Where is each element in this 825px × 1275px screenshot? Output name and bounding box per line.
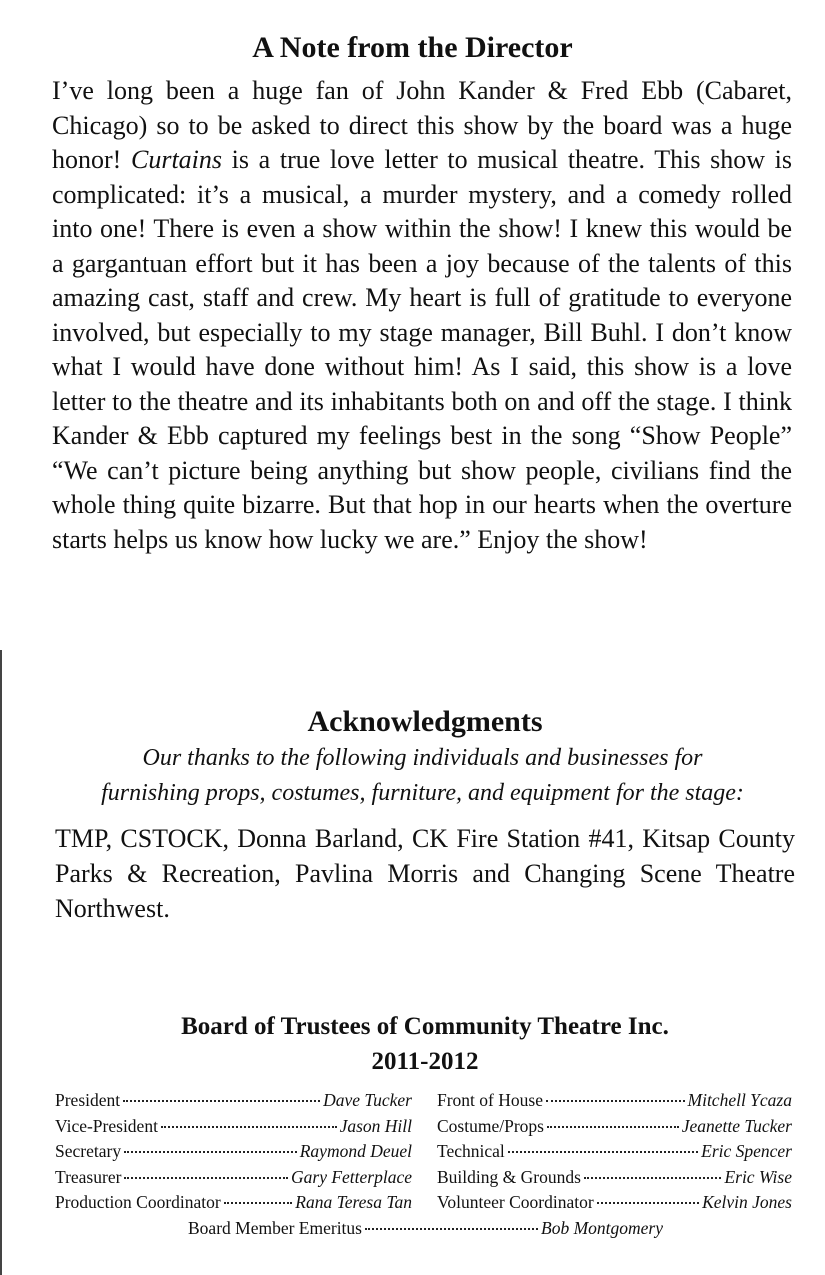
board-row [437, 1141, 792, 1167]
board-role: Production Coordinator [55, 1192, 221, 1212]
board-roster-left [55, 1090, 412, 1218]
acknowledgments-intro-line-1: Our thanks to the following individuals and businesses for [142, 745, 703, 771]
board-row [55, 1141, 412, 1167]
director-note-title: A Note from the Director [252, 31, 573, 64]
board-member-name: Rana Teresa Tan [295, 1192, 412, 1212]
board-row [437, 1090, 792, 1116]
board-member-name: Jeanette Tucker [681, 1115, 792, 1136]
board-role: Board Member Emeritus [188, 1218, 362, 1238]
board-role: Treasurer [55, 1166, 122, 1187]
acknowledgments-title: Acknowledgments [307, 705, 543, 738]
board-row [188, 1218, 663, 1244]
dot-leader [546, 1100, 685, 1102]
board-role: President [55, 1090, 121, 1110]
board-title: Board of Trustees of Community Theatre Inc. [181, 1013, 669, 1040]
board-member-name: Mitchell Ycaza [687, 1090, 792, 1110]
board-member-name: Eric Wise [724, 1166, 792, 1187]
board-row [55, 1116, 412, 1142]
board-row [437, 1167, 792, 1193]
board-emeritus [188, 1218, 663, 1244]
board-role: Secretary [55, 1141, 122, 1161]
note-text-part-1: I’ve long been a huge fan of John Kander & Fred Ebb (Cabaret, Chicago) so to be asked to direct this show by the board was a huge honor! [52, 76, 792, 174]
dot-leader [584, 1177, 722, 1179]
dot-leader [547, 1126, 679, 1128]
dot-leader [161, 1126, 337, 1128]
board-member-name: Bob Montgomery [541, 1218, 663, 1238]
show-title: Curtains [130, 145, 223, 174]
dot-leader [508, 1151, 698, 1153]
board-role: Costume/Props [437, 1115, 544, 1136]
dot-leader [597, 1202, 699, 1204]
board-row [55, 1192, 412, 1218]
board-row [55, 1167, 412, 1193]
board-role: Building & Grounds [437, 1166, 581, 1187]
board-role: Volunteer Coordinator [437, 1192, 594, 1212]
dot-leader [123, 1100, 320, 1102]
board-member-name: Kelvin Jones [702, 1192, 792, 1212]
board-years: 2011-2012 [371, 1048, 479, 1075]
board-member-name: Raymond Deuel [299, 1141, 412, 1161]
board-row [437, 1116, 792, 1142]
dot-leader [365, 1228, 538, 1230]
board-role: Technical [437, 1141, 505, 1161]
director-note-body [52, 74, 792, 557]
acknowledgments-intro [0, 741, 825, 811]
board-member-name: Jason Hill [339, 1115, 412, 1136]
board-member-name: Dave Tucker [323, 1090, 412, 1110]
board-row [437, 1192, 792, 1218]
acknowledgments-list: TMP, CSTOCK, Donna Barland, CK Fire Station #41, Kitsap County Parks & Recreation, Pavlina Morris and Changing Scene Theatre Northwest. [55, 824, 795, 923]
dot-leader [124, 1177, 288, 1179]
note-text-part-2: is a true love letter to musical theatre. This show is complicated: it’s a musical, a murder mystery, and a comedy rolled into one! There is even a show within the show! I knew this would be a gargantuan effort but it has been a joy because of the talents of this amazing cast, staff and crew. My heart is full of gratitude to everyone involved, but especially to my stage manager, Bill Buhl. I don’t know what I would have done without him! As I said, this show is a love letter to the theatre and its inhabitants both on and off the stage. I think Kander & Ebb captured my feelings best in the song “Show People” “We can’t picture being anything but show people, civilians find the whole thing quite bizarre. But that hop in our hearts when the overture starts helps us know how lucky we are.” Enjoy the show! [52, 145, 792, 554]
board-role: Front of House [437, 1090, 543, 1110]
board-member-name: Gary Fetterplace [291, 1166, 412, 1187]
board-roster-right [437, 1090, 792, 1218]
dot-leader [124, 1151, 297, 1153]
acknowledgments-intro-line-2: furnishing props, costumes, furniture, and equipment for the stage: [101, 780, 744, 806]
board-role: Vice-President [55, 1115, 158, 1136]
board-row [55, 1090, 412, 1116]
board-member-name: Eric Spencer [701, 1141, 792, 1161]
dot-leader [224, 1202, 293, 1204]
